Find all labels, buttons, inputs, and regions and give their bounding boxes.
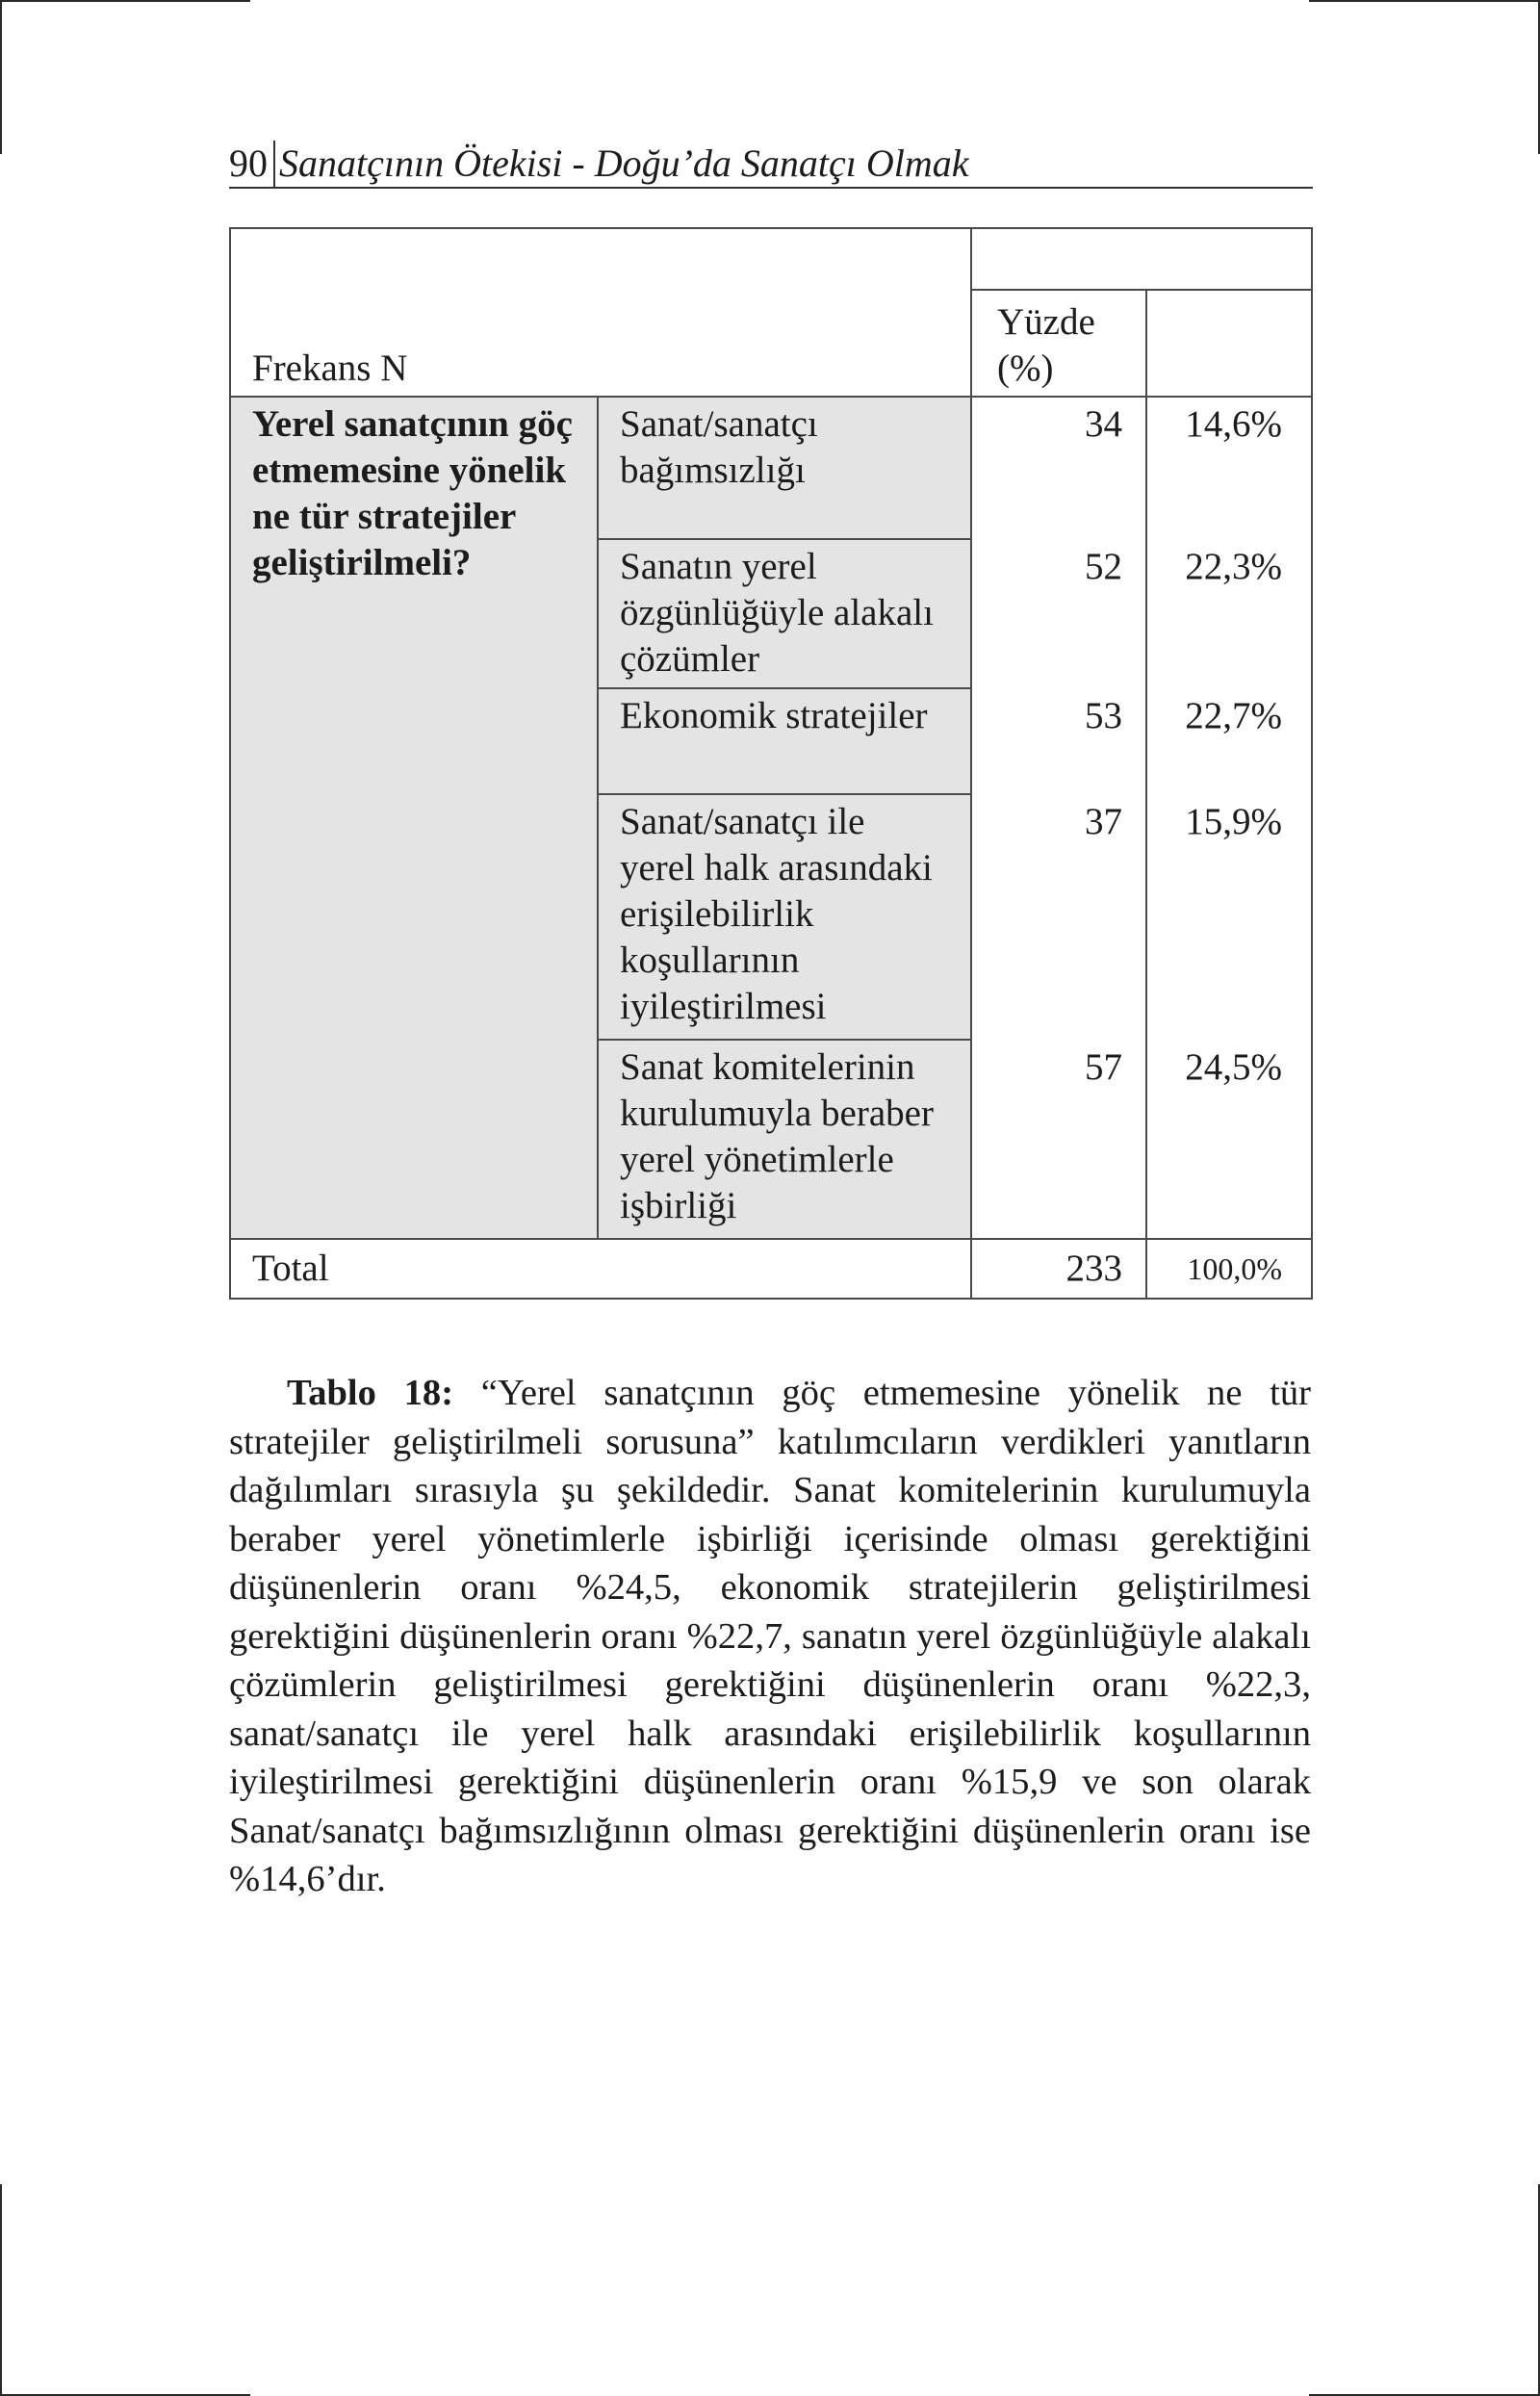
percent-cell: [1146, 1040, 1312, 1239]
frequency-cell: [971, 794, 1146, 1040]
frequency-cell: [971, 688, 1146, 794]
total-percent: 100,0%: [1187, 1251, 1283, 1287]
frequency-cell: [971, 397, 1146, 540]
table-caption-paragraph: [229, 1369, 1311, 1904]
category-cell: [598, 1040, 971, 1239]
page-number: 90: [229, 141, 275, 187]
percent-value: 22,7%: [1185, 694, 1283, 736]
frequency-value: 34: [1085, 402, 1123, 445]
book-title: Sanatçının Ötekisi - Doğu’da Sanatçı Olmak: [279, 142, 969, 185]
percent-value: 22,3%: [1185, 546, 1283, 588]
total-percent-cell: [1146, 1239, 1312, 1299]
frequency-value: 57: [1085, 1045, 1123, 1088]
total-label: Total: [252, 1247, 329, 1289]
category-label: Sanatın yerel özgünlüğüyle alakalı çözümler: [620, 546, 934, 681]
category-cell: [598, 794, 971, 1040]
total-frequency: 233: [1065, 1247, 1123, 1289]
frequency-table: [229, 227, 1313, 1300]
category-label: Sanat/sanatçı bağımsızlığı: [620, 402, 818, 491]
total-frequency-cell: [971, 1239, 1146, 1299]
percent-value: 24,5%: [1185, 1045, 1283, 1088]
percent-cell: [1146, 539, 1312, 688]
freq-header-cell: [230, 228, 971, 397]
caption-lead: Tablo 18:: [287, 1373, 454, 1413]
frequency-value: 52: [1085, 546, 1123, 588]
table-row: [230, 397, 1312, 540]
percent-value: 14,6%: [1185, 402, 1283, 445]
total-row: [230, 1239, 1312, 1299]
percent-header-cell: [971, 290, 1146, 396]
frequency-value: 53: [1085, 694, 1123, 736]
caption-text: “Yerel sanatçının göç etmemesine yönelik ne tür stratejiler geliştirilmeli sorusuna” katılımcıların verdikleri yanıtların dağılımları sırasıyla şu şekildedir. Sanat komitelerinin kurulumuyla beraber yerel yönetimlerle işbirliği içerisinde olması gerektiğini düşünenlerin oranı %24,5, ekonomik stratejilerin geliştirilmesi gerektiğini düşünenlerin oranı %22,7, sanatın yerel özgünlüğüyle alakalı çözümlerin geliştirilmesi gerektiğini düşünenlerin oranı %22,3, sanat/sanatçı ile yerel halk arasındaki erişilebilirlik koşullarının iyileştirilmesi gerektiğini düşünenlerin oranı %15,9 ve son olarak Sanat/sanatçı bağımsızlığının olması gerektiğini düşünenlerin oranı ise %14,6’dır.: [229, 1373, 1311, 1899]
total-label-cell: [230, 1239, 971, 1299]
table-top-row: [230, 228, 1312, 290]
frequency-cell: [971, 539, 1146, 688]
percent-header: Yüzde (%): [997, 300, 1095, 389]
category-label: Ekonomik stratejiler: [620, 694, 928, 736]
frequency-value: 37: [1085, 801, 1123, 843]
top-empty-cell: [971, 228, 1312, 290]
category-label: Sanat/sanatçı ile yerel halk arasındaki erişilebilirlik koşullarının iyileştirilmesi: [620, 801, 933, 1028]
header-empty-cell: [1146, 290, 1312, 396]
category-cell: [598, 688, 971, 794]
freq-header: Frekans N: [252, 347, 408, 389]
question-text: Yerel sanatçının göç etmemesine yönelik ne tür stratejiler geliştirilmeli?: [252, 402, 573, 583]
category-label: Sanat komitelerinin kurulumuyla beraber yerel yönetimlerle işbirliği: [620, 1045, 934, 1226]
crop-mark: [0, 0, 250, 2]
crop-mark: [0, 2184, 2, 2396]
frequency-cell: [971, 1040, 1146, 1239]
percent-cell: [1146, 794, 1312, 1040]
percent-cell: [1146, 688, 1312, 794]
percent-cell: [1146, 397, 1312, 540]
category-cell: [598, 397, 971, 540]
question-cell: [230, 397, 598, 1239]
crop-mark: [1309, 0, 1540, 2]
running-header: [229, 141, 1313, 189]
crop-mark: [0, 0, 2, 154]
category-cell: [598, 539, 971, 688]
percent-value: 15,9%: [1185, 801, 1283, 843]
